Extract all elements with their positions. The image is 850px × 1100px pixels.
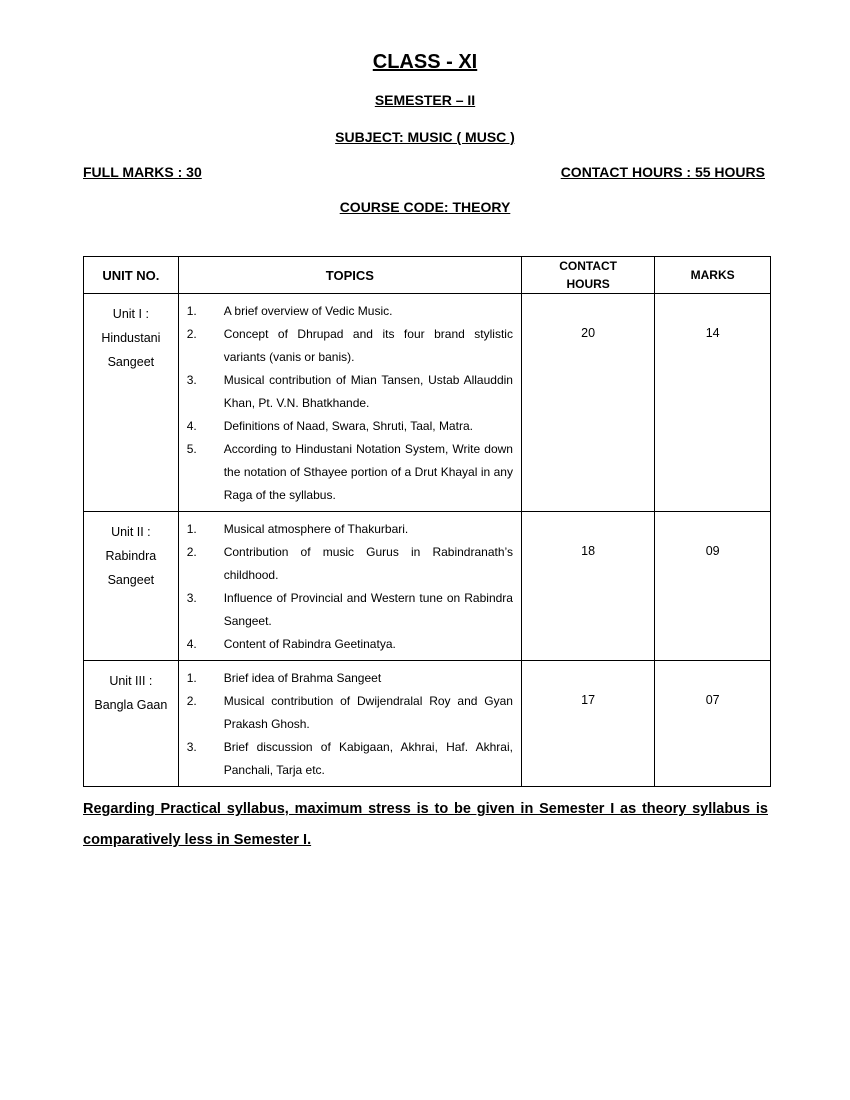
topic-number: 3. bbox=[186, 591, 197, 605]
topic-text: Definitions of Naad, Swara, Shruti, Taal, Matra. bbox=[223, 419, 473, 433]
header-contact-hours bbox=[521, 257, 654, 294]
course-code-heading: COURSE CODE: THEORY bbox=[339, 199, 511, 215]
topic-text: Musical contribution of Mian Tansen, Ustab Allauddin Khan, Pt. V.N. Bhatkhande. bbox=[223, 373, 513, 410]
topic-number: 5. bbox=[186, 442, 197, 456]
marks-cell: 07 bbox=[655, 661, 771, 787]
topic-item bbox=[187, 369, 513, 415]
unit-label-line: Hindustani bbox=[101, 331, 161, 345]
topic-text: According to Hindustani Notation System, Write down the notation of Sthayee portion of a Drut Khayal in any Raga of the syllabus. bbox=[223, 442, 513, 502]
topics-cell bbox=[178, 661, 521, 787]
topic-number: 3. bbox=[186, 373, 197, 387]
header-marks: MARKS bbox=[655, 257, 771, 294]
header-contact-hours-line2: HOURS bbox=[566, 277, 610, 291]
contact-hours-cell: 18 bbox=[521, 512, 654, 661]
full-marks-label: FULL MARKS : 30 bbox=[83, 164, 202, 180]
syllabus-table bbox=[83, 256, 771, 787]
topic-item bbox=[187, 415, 513, 438]
topic-text: Musical atmosphere of Thakurbari. bbox=[223, 522, 409, 536]
topics-cell bbox=[178, 294, 521, 512]
topic-text: Brief discussion of Kabigaan, Akhrai, Haf. Akhrai, Panchali, Tarja etc. bbox=[223, 740, 513, 777]
table-row bbox=[84, 512, 771, 661]
topic-item bbox=[187, 633, 513, 656]
unit-label-line: Unit I : bbox=[112, 307, 149, 321]
topic-item bbox=[187, 323, 513, 369]
subject-heading: SUBJECT: MUSIC ( MUSC ) bbox=[335, 129, 515, 145]
topic-number: 4. bbox=[186, 419, 197, 433]
topic-text: Content of Rabindra Geetinatya. bbox=[223, 637, 396, 651]
header-contact-hours-line1: CONTACT bbox=[559, 259, 618, 273]
contact-hours-cell: 17 bbox=[521, 661, 654, 787]
topic-item bbox=[187, 518, 513, 541]
contact-hours-label: CONTACT HOURS : 55 HOURS bbox=[560, 164, 765, 180]
topic-number: 3. bbox=[186, 740, 197, 754]
topic-item bbox=[187, 541, 513, 587]
topic-item bbox=[187, 300, 513, 323]
table-row bbox=[84, 661, 771, 787]
topic-item bbox=[187, 667, 513, 690]
unit-label-line: Unit III : bbox=[109, 674, 153, 688]
unit-label-line: Sangeet bbox=[107, 355, 155, 369]
class-title: CLASS - XI bbox=[372, 51, 478, 73]
unit-cell bbox=[84, 512, 179, 661]
marks-cell: 09 bbox=[655, 512, 771, 661]
topic-text: A brief overview of Vedic Music. bbox=[223, 304, 393, 318]
syllabus-body bbox=[84, 294, 771, 787]
table-row bbox=[84, 294, 771, 512]
header-unit-no: UNIT NO. bbox=[84, 257, 179, 294]
topic-item bbox=[187, 690, 513, 736]
contact-hours-cell: 20 bbox=[521, 294, 654, 512]
practical-syllabus-note: Regarding Practical syllabus, maximum stress is to be given in Semester I as theory syllabus is comparatively less in Semester I. bbox=[83, 801, 768, 848]
topic-item bbox=[187, 438, 513, 507]
unit-cell bbox=[84, 661, 179, 787]
semester-heading: SEMESTER – II bbox=[374, 92, 476, 108]
topic-number: 1. bbox=[186, 304, 197, 318]
topic-number: 1. bbox=[186, 671, 197, 685]
topic-item bbox=[187, 587, 513, 633]
marks-cell: 14 bbox=[655, 294, 771, 512]
topic-text: Influence of Provincial and Western tune on Rabindra Sangeet. bbox=[223, 591, 513, 628]
unit-label-line: Rabindra bbox=[105, 549, 157, 563]
topic-text: Concept of Dhrupad and its four brand stylistic variants (vanis or banis). bbox=[223, 327, 513, 364]
table-header-row bbox=[84, 257, 771, 294]
topic-text: Brief idea of Brahma Sangeet bbox=[223, 671, 382, 685]
topic-text: Contribution of music Gurus in Rabindranath’s childhood. bbox=[223, 545, 513, 582]
header-topics: TOPICS bbox=[178, 257, 521, 294]
unit-label-line: Bangla Gaan bbox=[94, 698, 168, 712]
unit-label-line: Unit II : bbox=[111, 525, 151, 539]
topic-number: 2. bbox=[186, 694, 197, 708]
topic-text: Musical contribution of Dwijendralal Roy and Gyan Prakash Ghosh. bbox=[223, 694, 513, 731]
unit-cell bbox=[84, 294, 179, 512]
topics-cell bbox=[178, 512, 521, 661]
topic-number: 2. bbox=[186, 545, 197, 559]
topic-item bbox=[187, 736, 513, 782]
topic-number: 4. bbox=[186, 637, 197, 651]
unit-label-line: Sangeet bbox=[107, 573, 155, 587]
topic-number: 1. bbox=[186, 522, 197, 536]
topic-number: 2. bbox=[186, 327, 197, 341]
